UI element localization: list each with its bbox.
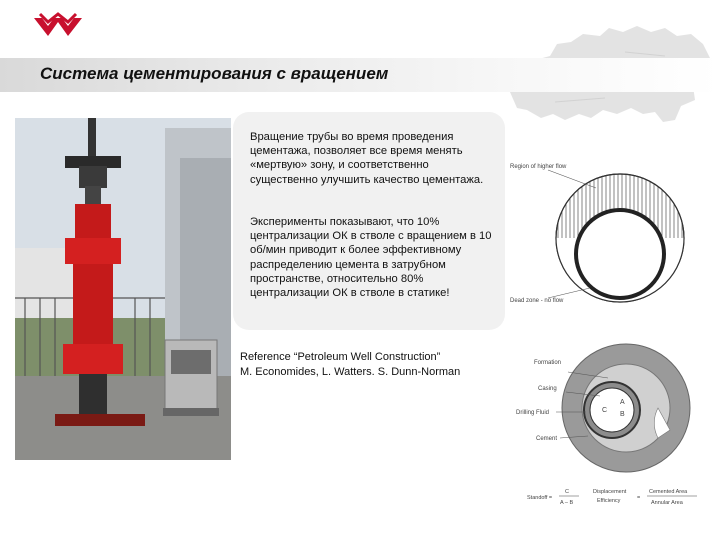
high-flow-label: Region of higher flow [510,164,567,170]
standoff-label: Standoff = [527,495,553,501]
cemented-area-label: Cemented Area [649,489,688,495]
letter-b: B [620,411,625,418]
dead-zone-label: Dead zone - no flow [510,298,564,304]
description-paragraph-1: Вращение трубы во время проведения цементажа, позволяет все время менять «мертвую» зону, и соответственно существенно улучшить качество цементажа. [250,131,484,186]
standoff-numerator: C [565,489,569,495]
annulus-flow-diagram [508,158,708,308]
drilling-fluid-label: Drilling Fluid [516,410,550,416]
casing-label: Casing [538,386,557,392]
letter-c: C [602,407,608,414]
equals-sign: = [637,495,641,501]
cement-label: Cement [536,436,558,442]
reference-note [240,350,505,379]
standoff-formula [527,484,712,510]
reference-line-1: Reference “Petroleum Well Construction” [240,351,441,363]
standoff-denominator: A – B [560,500,574,506]
company-logo [30,12,86,42]
page-title: Система цементирования с вращением [40,64,389,83]
cementing-equipment-photo [15,118,231,460]
displacement-label-1: Displacement [593,489,627,495]
description-paragraph-2: Эксперименты показывают, что 10% централизации ОК в стволе с вращением в 10 об/мин приводит к более эффективному распределению цемента в затрубном пространстве, относительно 80% централизации ОК в стволе в статике! [250,216,492,300]
annular-area-label: Annular Area [651,500,683,506]
letter-a: A [620,399,625,406]
wellbore-cross-section-diagram [508,340,708,475]
displacement-label-2: Efficiency [597,498,621,504]
reference-line-2: M. Economides, L. Watters. S. Dunn-Norman [240,365,461,378]
formation-label: Formation [534,360,562,366]
